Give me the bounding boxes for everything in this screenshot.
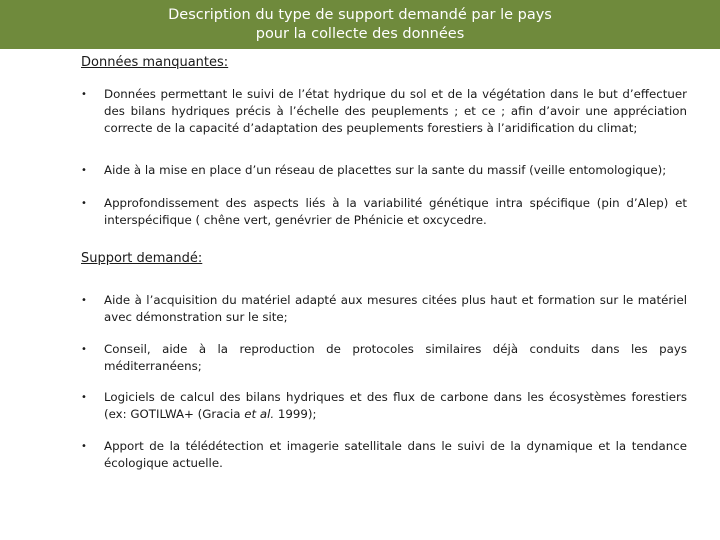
missing-data-item-1-text: Données permettant le suivi de l’état hydrique du sol et de la végétation dans le but d’effectuer des bilans hydriques précis à l’échelle des peuplements ; et ce ; afin d’avoir une appréciation correcte de la capacité d’adaptation des peuplements forestiers à l’aridification du climat; <box>104 87 687 135</box>
bullet-icon: • <box>81 441 87 452</box>
header-title-line-1: Description du type de support demandé par le pays <box>168 6 552 23</box>
support-item-2-text: Conseil, aide à la reproduction de protocoles similaires déjà conduits dans les pays méditerranéens; <box>104 342 687 373</box>
support-item-3-text-italic: et al. <box>244 407 275 421</box>
bullet-icon: • <box>81 165 87 176</box>
bullet-icon: • <box>81 392 87 403</box>
support-item-3 <box>81 389 687 423</box>
missing-data-item-1 <box>81 86 687 137</box>
support-item-1-text: Aide à l’acquisition du matériel adapté aux mesures citées plus haut et formation sur le matériel avec démonstration sur le site; <box>104 293 687 324</box>
header-banner <box>0 0 720 49</box>
bullet-icon: • <box>81 89 87 100</box>
support-item-4-text: Apport de la télédétection et imagerie satellitale dans le suivi de la dynamique et la tendance écologique actuelle. <box>104 439 687 470</box>
support-item-3-text <box>104 389 687 423</box>
missing-data-item-2-text: Aide à la mise en place d’un réseau de placettes sur la sante du massif (veille entomologique); <box>104 163 667 177</box>
support-item-4 <box>81 438 687 472</box>
bullet-icon: • <box>81 295 87 306</box>
header-title-line-2: pour la collecte des données <box>255 25 465 42</box>
support-title: Support demandé: <box>81 251 203 266</box>
bullet-icon: • <box>81 344 87 355</box>
support-item-3-text-after: 1999); <box>274 407 317 421</box>
missing-data-title: Données manquantes: <box>81 55 229 70</box>
support-item-3-text-before: Logiciels de calcul des bilans hydriques et des flux de carbone dans les écosystèmes forestiers (ex: GOTILWA+ (Gracia <box>104 390 687 421</box>
missing-data-item-2 <box>81 162 687 179</box>
missing-data-item-3 <box>81 195 687 229</box>
bullet-icon: • <box>81 198 87 209</box>
missing-data-item-3-text: Approfondissement des aspects liés à la variabilité génétique intra spécifique (pin d’Alep) et interspécifique ( chêne vert, genévrier de Phénicie et oxcycedre. <box>104 196 687 227</box>
support-item-1 <box>81 292 687 326</box>
support-item-2 <box>81 341 687 375</box>
